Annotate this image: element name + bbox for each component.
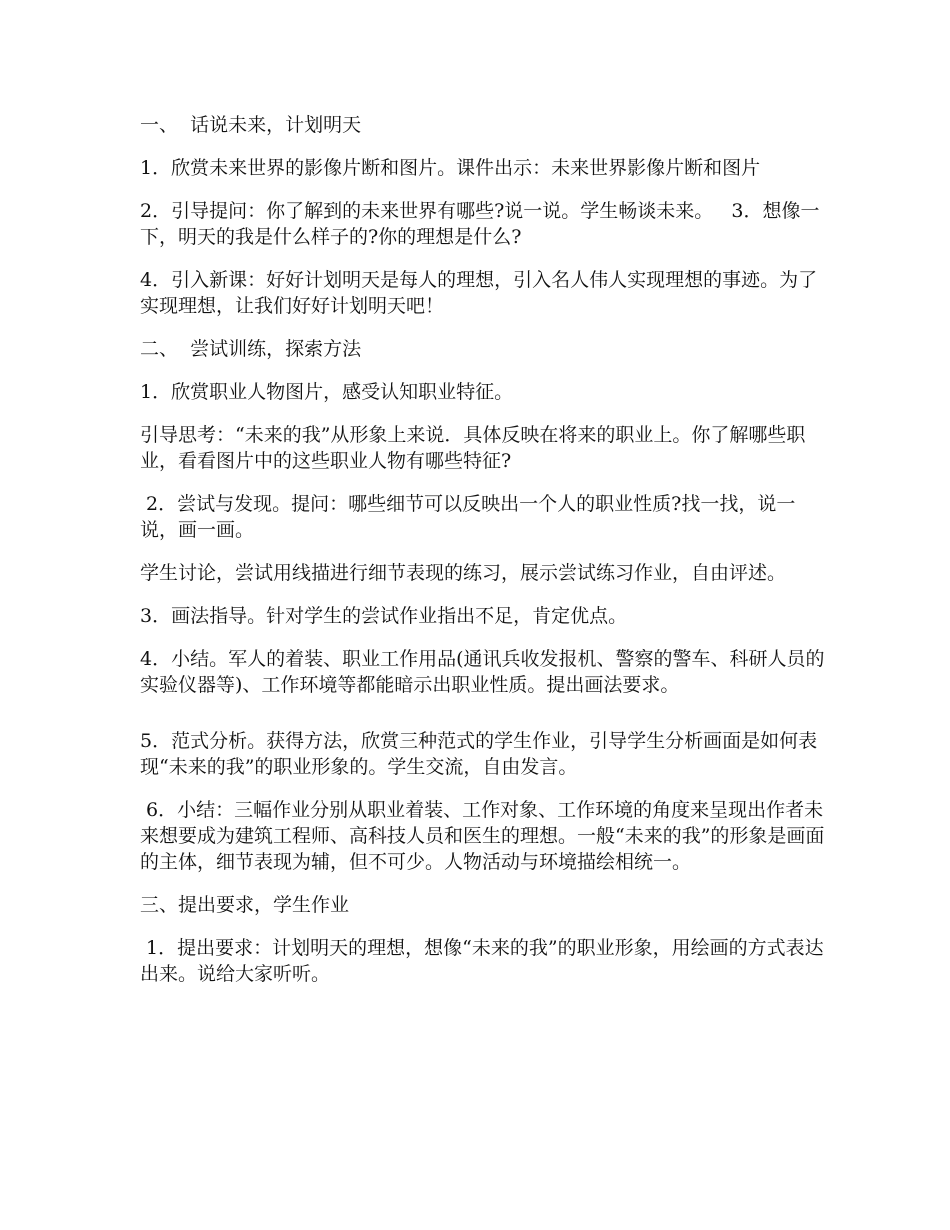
paragraph: 4．小结。军人的着装、职业工作用品(通讯兵收发报机、警察的警车、科研人员的实验仪器等)、工作环境等都能暗示出职业性质。提出画法要求。 bbox=[140, 648, 825, 696]
paragraph: 6．小结：三幅作业分别从职业着装、工作对象、工作环境的角度来呈现出作者未来想要成为建筑工程师、高科技人员和医生的理想。一般“未来的我”的形象是画面的主体，细节表现为辅，但不可少。人物活动与环境描绘相统一。 bbox=[140, 799, 825, 873]
paragraph: 2．尝试与发现。提问：哪些细节可以反映出一个人的职业性质?找一找，说一说，画一画。 bbox=[140, 493, 796, 541]
paragraph: 4．引入新课：好好计划明天是每人的理想，引入名人伟人实现理想的事迹。为了实现理想，让我们好好计划明天吧！ bbox=[140, 269, 818, 317]
section-heading-2: 二、 尝试训练，探索方法 bbox=[140, 338, 362, 360]
paragraph: 1．提出要求：计划明天的理想，想像“未来的我”的职业形象，用绘画的方式表达出来。说给大家听听。 bbox=[140, 937, 824, 985]
paragraph: 2．引导提问：你了解到的未来世界有哪些?说一说。学生畅谈未来。 3．想像一下，明天的我是什么样子的?你的理想是什么? bbox=[140, 200, 820, 248]
paragraph: 学生讨论，尝试用线描进行细节表现的练习，展示尝试练习作业，自由评述。 bbox=[140, 562, 787, 584]
document-body bbox=[140, 112, 830, 1004]
paragraph: 1．欣赏未来世界的影像片断和图片。课件出示：未来世界影像片断和图片 bbox=[140, 157, 761, 179]
paragraph: 5．范式分析。获得方法，欣赏三种范式的学生作业，引导学生分析画面是如何表现“未来的我”的职业形象的。学生交流，自由发言。 bbox=[140, 730, 818, 778]
paragraph: 3．画法指导。针对学生的尝试作业指出不足，肯定优点。 bbox=[140, 605, 628, 627]
section-heading-3: 三、提出要求，学生作业 bbox=[140, 894, 350, 916]
paragraph: 引导思考：“未来的我”从形象上来说．具体反映在将来的职业上。你了解哪些职业，看看图片中的这些职业人物有哪些特征? bbox=[140, 424, 806, 472]
section-heading-1: 一、 话说未来，计划明天 bbox=[140, 114, 362, 136]
paragraph: 1．欣赏职业人物图片，感受认知职业特征。 bbox=[140, 381, 514, 403]
